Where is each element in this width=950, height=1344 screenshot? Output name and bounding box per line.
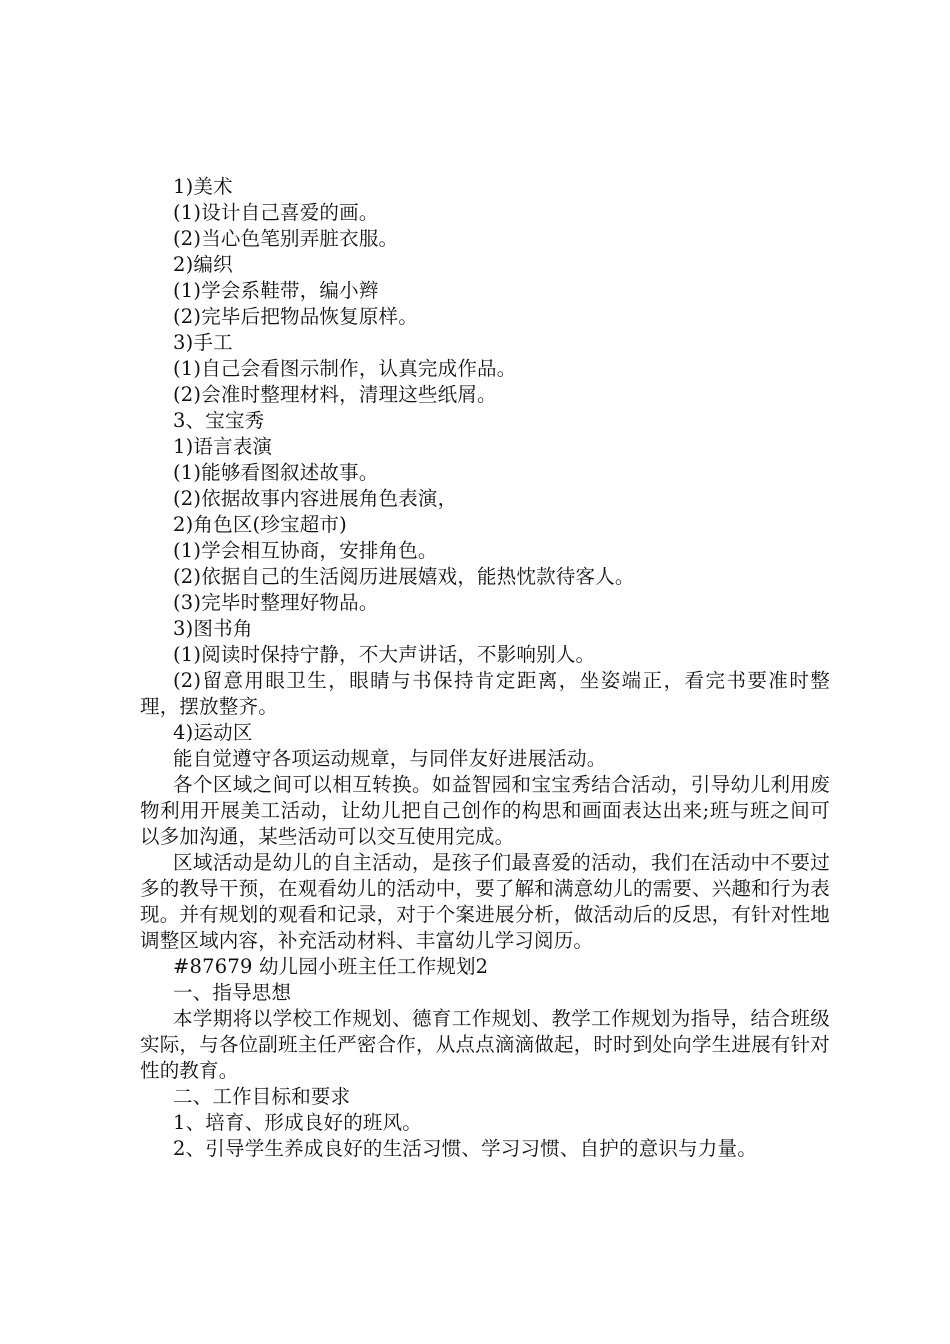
paragraph: 4)运动区	[173, 721, 253, 744]
paragraph: (2)完毕后把物品恢复原样。	[173, 305, 418, 328]
paragraph: 3、宝宝秀	[173, 409, 265, 432]
paragraph: (2)当心色笔别弄脏衣服。	[173, 227, 399, 250]
document-body	[140, 174, 830, 1162]
section-heading: 一、指导思想	[173, 981, 292, 1004]
paragraph: 1)美术	[173, 175, 233, 198]
paragraph: 3)手工	[173, 331, 233, 354]
paragraph: 1)语言表演	[173, 435, 273, 458]
paragraph: (2)依据自己的生活阅历进展嬉戏，能热忱款待客人。	[173, 565, 635, 588]
section-heading: #87679 幼儿园小班主任工作规划2	[173, 955, 489, 978]
paragraph: (3)完毕时整理好物品。	[173, 591, 379, 614]
paragraph: (1)阅读时保持宁静，不大声讲话，不影响别人。	[173, 643, 596, 666]
paragraph: (1)能够看图叙述故事。	[173, 461, 379, 484]
paragraph: 2、引导学生养成良好的生活习惯、学习习惯、自护的意识与力量。	[173, 1137, 757, 1160]
paragraph: (2)依据故事内容进展角色表演，	[173, 487, 458, 510]
section-heading: 二、工作目标和要求	[173, 1085, 351, 1108]
paragraph: (1)设计自己喜爱的画。	[173, 201, 379, 224]
paragraph: 能自觉遵守各项运动规章，与同伴友好进展活动。	[173, 747, 607, 770]
paragraph: (1)自己会看图示制作，认真完成作品。	[173, 357, 517, 380]
paragraph: (1)学会相互协商，安排角色。	[173, 539, 438, 562]
paragraph: 3)图书角	[173, 617, 253, 640]
paragraph: (1)学会系鞋带，编小辫	[173, 279, 379, 302]
paragraph: 2)角色区(珍宝超市)	[173, 513, 347, 536]
paragraph: 各个区域之间可以相互转换。如益智园和宝宝秀结合活动，引导幼儿利用废物利用开展美工活动，让幼儿把自己创作的构思和画面表达出来;班与班之间可以多加沟通，某些活动可以交互使用完成。	[140, 773, 830, 848]
paragraph: 2)编织	[173, 253, 233, 276]
paragraph: 区域活动是幼儿的自主活动，是孩子们最喜爱的活动，我们在活动中不要过多的教导干预，在观看幼儿的活动中，要了解和满意幼儿的需要、兴趣和行为表现。并有规划的观看和记录，对于个案进展分析，做活动后的反思，有针对性地调整区域内容，补充活动材料、丰富幼儿学习阅历。	[140, 851, 830, 952]
paragraph: (2)留意用眼卫生，眼睛与书保持肯定距离，坐姿端正，看完书要准时整理，摆放整齐。	[140, 669, 830, 718]
paragraph: (2)会准时整理材料，清理这些纸屑。	[173, 383, 497, 406]
paragraph: 1、培育、形成良好的班风。	[173, 1111, 423, 1134]
paragraph: 本学期将以学校工作规划、德育工作规划、教学工作规划为指导，结合班级实际，与各位副班主任严密合作，从点点滴滴做起，时时到处向学生进展有针对性的教育。	[140, 1007, 830, 1082]
